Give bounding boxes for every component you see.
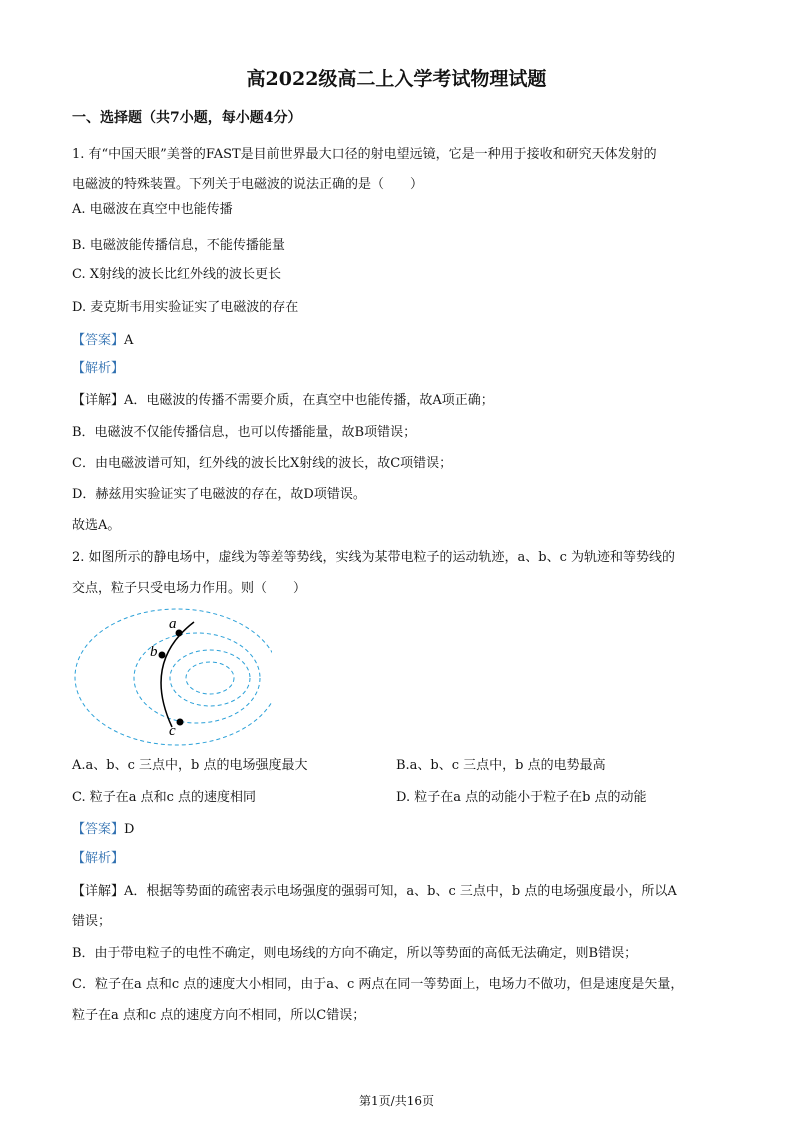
equipotential-line-3	[170, 650, 250, 706]
q2-detail-c-line2: 粒子在a 点和c 点的速度方向不相同，所以C错误；	[72, 1008, 366, 1023]
q2-analysis-tag: 【解析】	[72, 851, 125, 866]
q1-stem-line1: 1. 有“中国天眼”美誉的FAST是目前世界最大口径的射电望远镜，它是一种用于接收和研究天体发射的	[72, 147, 657, 162]
equipotential-figure	[72, 602, 272, 752]
q1-stem-line2: 电磁波的特殊装置。下列关于电磁波的说法正确的是（ ）	[72, 177, 424, 192]
q2-stem-line1: 2. 如图所示的静电场中，虚线为等差等势线，实线为某带电粒子的运动轨迹，a、b、c 为轨迹和等势线的	[72, 550, 676, 565]
section-heading: 一、选择题（共7小题，每小题4分）	[72, 110, 302, 126]
detail-tag: 【详解】	[72, 884, 125, 899]
q2-detail-a-line2: 错误；	[72, 914, 112, 929]
answer-tag: 【答案】	[72, 333, 125, 348]
q1-option-a: A. 电磁波在真空中也能传播	[72, 202, 233, 217]
detail-tag: 【详解】	[72, 393, 125, 408]
detail-text: A．根据等势面的疏密表示电场强度的强弱可知，a、b、c 三点中，b 点的电场强度最小，所以A	[124, 884, 677, 899]
q1-detail-c: C．由电磁波谱可知，红外线的波长比X射线的波长，故C项错误；	[72, 456, 453, 471]
q2-option-d: D. 粒子在a 点的动能小于粒子在b 点的动能	[396, 790, 647, 805]
q2-detail-a-line1	[72, 880, 677, 899]
q1-option-d: D. 麦克斯韦用实验证实了电磁波的存在	[72, 300, 299, 315]
point-c-label: c	[169, 723, 176, 739]
q1-option-b: B. 电磁波能传播信息，不能传播能量	[72, 238, 285, 253]
q1-detail-d: D．赫兹用实验证实了电磁波的存在，故D项错误。	[72, 487, 366, 502]
q1-detail-b: B．电磁波不仅能传播信息，也可以传播能量，故B项错误；	[72, 425, 417, 440]
q1-answer	[72, 329, 133, 348]
detail-text: A．电磁波的传播不需要介质，在真空中也能传播，故A项正确；	[124, 393, 494, 408]
q1-option-c: C. X射线的波长比红外线的波长更长	[72, 267, 282, 282]
q2-detail-c-line1: C．粒子在a 点和c 点的速度大小相同，由于a、c 两点在同一等势面上，电场力不做功，但是速度是矢量，	[72, 977, 684, 992]
q2-stem-line2: 交点，粒子只受电场力作用。则（ ）	[72, 581, 307, 596]
q1-conclusion: 故选A。	[72, 518, 121, 533]
particle-trajectory	[161, 622, 194, 727]
point-b-dot	[159, 652, 166, 659]
answer-tag: 【答案】	[72, 822, 125, 837]
q2-answer	[72, 818, 134, 837]
q2-option-c: C. 粒子在a 点和c 点的速度相同	[72, 790, 257, 805]
answer-value: A	[124, 333, 134, 348]
q2-detail-b: B．由于带电粒子的电性不确定，则电场线的方向不确定，所以等势面的高低无法确定，则B错误；	[72, 946, 638, 961]
equipotential-line-inner	[186, 662, 234, 694]
page-title: 高2022级高二上入学考试物理试题	[246, 68, 547, 90]
q1-detail-a	[72, 389, 494, 408]
page-footer: 第1页/共16页	[359, 1094, 434, 1108]
point-a-label: a	[169, 616, 177, 632]
q2-option-a: A.a、b、c 三点中，b 点的电场强度最大	[72, 758, 308, 773]
point-b-label: b	[150, 644, 158, 660]
point-a-dot	[176, 630, 183, 637]
point-c-dot	[177, 719, 184, 726]
answer-value: D	[124, 822, 135, 837]
q1-analysis-tag: 【解析】	[72, 361, 125, 376]
q2-option-b: B.a、b、c 三点中，b 点的电势最高	[396, 758, 606, 773]
